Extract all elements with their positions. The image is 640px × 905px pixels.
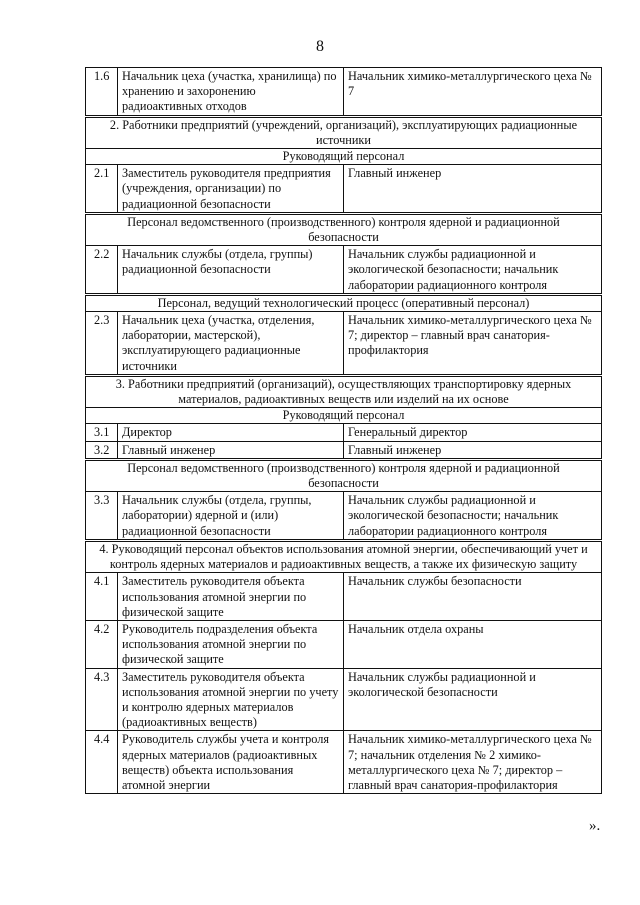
item-number: 3.1 xyxy=(86,424,118,441)
section-heading: Персонал ведомственного (производственного) контроля ядерной и радиационной безопасности xyxy=(86,213,602,245)
table-row xyxy=(86,620,602,668)
section-heading: Персонал, ведущий технологический процесс (оперативный персонал) xyxy=(86,294,602,311)
item-number: 3.2 xyxy=(86,441,118,459)
item-number: 4.2 xyxy=(86,620,118,668)
title-cell: Начальник химико-металлургического цеха № 7; начальник отделения № 2 химико-металлургического цеха № 7; директор – главный врач санатория-профилактория xyxy=(344,731,602,794)
section-heading: Руководящий персонал xyxy=(86,408,602,424)
position-cell: Заместитель руководителя объекта использования атомной энергии по физической защите xyxy=(118,573,344,621)
closing-quote: ». xyxy=(589,818,601,834)
table-row xyxy=(86,573,602,621)
section-row xyxy=(86,459,602,491)
position-cell: Заместитель руководителя предприятия (учреждения, организации) по радиационной безопасности xyxy=(118,165,344,214)
title-cell: Генеральный директор xyxy=(344,424,602,441)
position-cell: Начальник службы (отдела, группы) радиационной безопасности xyxy=(118,246,344,295)
positions-table xyxy=(85,67,602,794)
title-cell: Начальник службы радиационной и экологической безопасности xyxy=(344,668,602,731)
position-cell: Главный инженер xyxy=(118,441,344,459)
position-cell: Руководитель подразделения объекта использования атомной энергии по физической защите xyxy=(118,620,344,668)
title-cell: Начальник химико-металлургического цеха № 7; директор – главный врач санатория-профилактория xyxy=(344,312,602,376)
item-number: 1.6 xyxy=(86,68,118,117)
title-cell: Начальник отдела охраны xyxy=(344,620,602,668)
title-cell: Начальник службы безопасности xyxy=(344,573,602,621)
position-cell: Директор xyxy=(118,424,344,441)
item-number: 4.4 xyxy=(86,731,118,794)
section-row xyxy=(86,408,602,424)
table-row xyxy=(86,424,602,441)
title-cell: Главный инженер xyxy=(344,165,602,214)
section-heading: Руководящий персонал xyxy=(86,149,602,165)
section-heading: 3. Работники предприятий (организаций), осуществляющих транспортировку ядерных материалов, радиоактивных веществ или изделий на их основе xyxy=(86,375,602,407)
position-cell: Начальник цеха (участка, отделения, лаборатории, мастерской), эксплуатирующего радиационные источники xyxy=(118,312,344,376)
position-cell: Начальник службы (отдела, группы, лаборатории) ядерной и (или) радиационной безопасности xyxy=(118,492,344,541)
item-number: 2.2 xyxy=(86,246,118,295)
position-cell: Заместитель руководителя объекта использования атомной энергии по учету и контролю ядерных материалов (радиоактивных веществ) xyxy=(118,668,344,731)
section-row xyxy=(86,294,602,311)
position-cell: Начальник цеха (участка, хранилища) по хранению и захоронению радиоактивных отходов xyxy=(118,68,344,117)
section-row xyxy=(86,149,602,165)
item-number: 4.3 xyxy=(86,668,118,731)
item-number: 2.3 xyxy=(86,312,118,376)
table-row xyxy=(86,731,602,794)
section-row xyxy=(86,116,602,148)
section-row xyxy=(86,375,602,407)
title-cell: Начальник службы радиационной и экологической безопасности; начальник лаборатории радиационного контроля xyxy=(344,246,602,295)
title-cell: Начальник химико-металлургического цеха № 7 xyxy=(344,68,602,117)
section-heading: 2. Работники предприятий (учреждений, организаций), эксплуатирующих радиационные источники xyxy=(86,116,602,148)
table-row xyxy=(86,441,602,459)
section-row xyxy=(86,213,602,245)
item-number: 4.1 xyxy=(86,573,118,621)
title-cell: Главный инженер xyxy=(344,441,602,459)
table-row xyxy=(86,165,602,214)
table-row xyxy=(86,668,602,731)
section-row xyxy=(86,540,602,572)
table-row xyxy=(86,492,602,541)
item-number: 2.1 xyxy=(86,165,118,214)
section-heading: Персонал ведомственного (производственного) контроля ядерной и радиационной безопасности xyxy=(86,459,602,491)
table-row xyxy=(86,246,602,295)
position-cell: Руководитель службы учета и контроля ядерных материалов (радиоактивных веществ) объекта использования атомной энергии xyxy=(118,731,344,794)
item-number: 3.3 xyxy=(86,492,118,541)
section-heading: 4. Руководящий персонал объектов использования атомной энергии, обеспечивающий учет и контроль ядерных материалов и радиоактивных веществ, а также их физическую защиту xyxy=(86,540,602,572)
table-row xyxy=(86,312,602,376)
table-row xyxy=(86,68,602,117)
page-number: 8 xyxy=(316,38,324,55)
title-cell: Начальник службы радиационной и экологической безопасности; начальник лаборатории радиационного контроля xyxy=(344,492,602,541)
